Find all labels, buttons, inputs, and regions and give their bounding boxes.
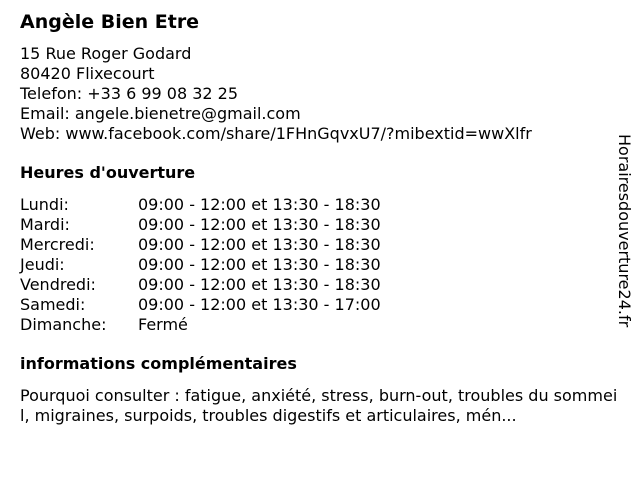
address-line-2: 80420 Flixecourt — [20, 64, 155, 83]
hours-row-wednesday — [20, 235, 620, 255]
time-value: 09:00 - 12:00 et 13:30 - 17:00 — [138, 295, 381, 314]
hours-row-friday — [20, 275, 620, 295]
time-value: 09:00 - 12:00 et 13:30 - 18:30 — [138, 195, 381, 214]
day-label: Dimanche: — [20, 315, 107, 334]
time-value: 09:00 - 12:00 et 13:30 - 18:30 — [138, 235, 381, 254]
day-label: Jeudi: — [20, 255, 65, 274]
day-label: Vendredi: — [20, 275, 96, 294]
day-label: Lundi: — [20, 195, 69, 214]
hours-row-sunday — [20, 315, 620, 335]
time-value: Fermé — [138, 315, 188, 334]
phone-line: Telefon: +33 6 99 08 32 25 — [20, 84, 239, 103]
hours-row-saturday — [20, 295, 620, 315]
watermark-text: Horairesdouverture24.fr — [615, 134, 634, 328]
info-title: informations complémentaires — [20, 354, 297, 373]
hours-row-thursday — [20, 255, 620, 275]
hours-title: Heures d'ouverture — [20, 163, 196, 182]
hours-row-monday — [20, 195, 620, 215]
time-value: 09:00 - 12:00 et 13:30 - 18:30 — [138, 255, 381, 274]
address-line-1: 15 Rue Roger Godard — [20, 44, 192, 63]
time-value: 09:00 - 12:00 et 13:30 - 18:30 — [138, 215, 381, 234]
time-value: 09:00 - 12:00 et 13:30 - 18:30 — [138, 275, 381, 294]
day-label: Mercredi: — [20, 235, 95, 254]
hours-table — [20, 195, 620, 335]
business-card — [20, 8, 620, 426]
day-label: Mardi: — [20, 215, 70, 234]
web-line: Web: www.facebook.com/share/1FHnGqvxU7/?mibextid=wwXlfr — [20, 124, 532, 143]
email-line: Email: angele.bienetre@gmail.com — [20, 104, 301, 123]
info-text: Pourquoi consulter : fatigue, anxiété, stress, burn-out, troubles du sommeil, migraines, surpoids, troubles digestifs et articulaires, mén... — [20, 386, 618, 425]
day-label: Samedi: — [20, 295, 86, 314]
hours-row-tuesday — [20, 215, 620, 235]
business-name: Angèle Bien Etre — [20, 11, 200, 33]
